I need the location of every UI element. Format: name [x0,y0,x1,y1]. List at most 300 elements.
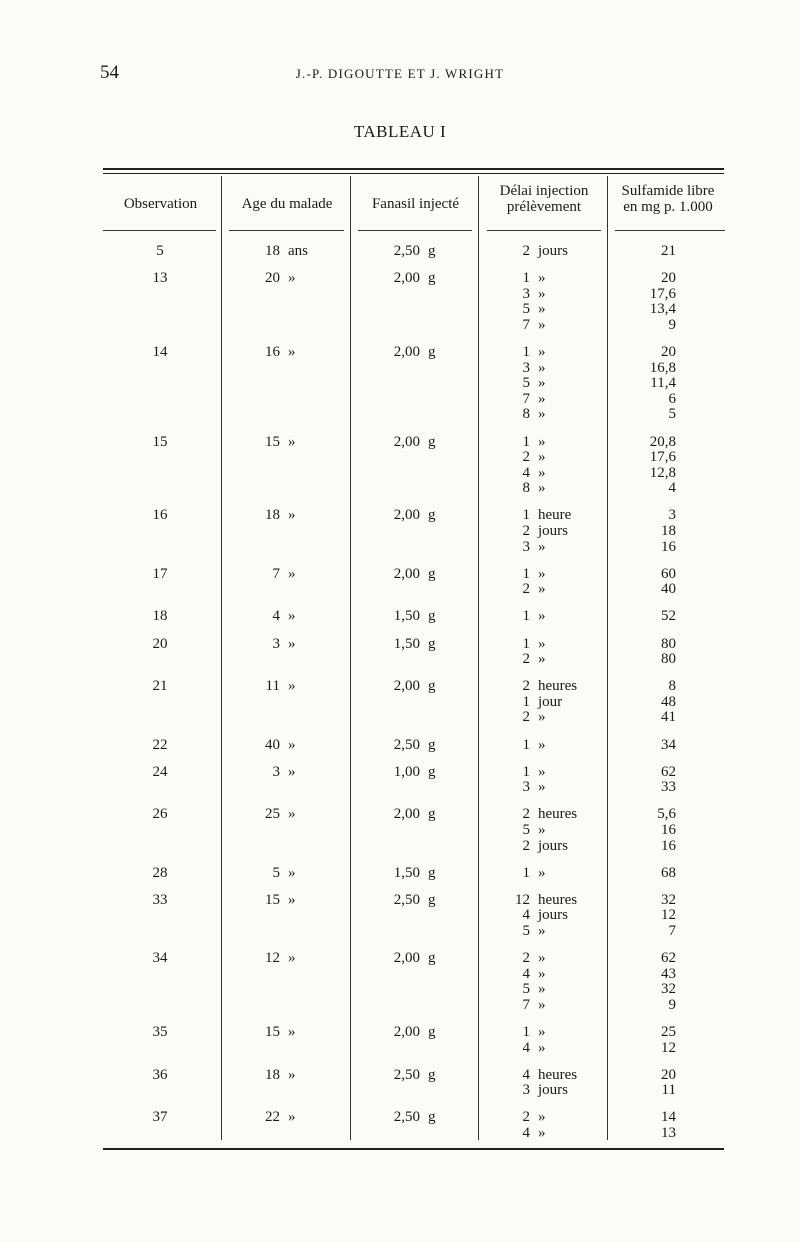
age-unit: » [288,608,296,625]
age-unit: » [288,864,296,881]
sulfamide-value: 60 [661,565,676,582]
delay-amount: 1 [522,763,530,780]
delay-amount: 1 [522,344,530,360]
sulfamide-value: 9 [668,316,676,333]
age-unit: » [288,891,296,908]
delay-unit: jour [538,693,563,710]
delay-amount: 2 [522,709,530,726]
delay-unit: » [538,635,546,652]
age-value: 15 [265,1023,280,1040]
header-delai-2: prélèvement [506,199,582,215]
delay-amount: 12 [515,891,530,908]
delay-amount: 2 [522,1109,530,1126]
age-unit: » [288,433,296,450]
age-value: 3 [272,763,280,780]
fanasil-dose [360,951,480,967]
age-value: 15 [265,433,280,450]
delay-amount: 2 [522,523,530,539]
delay-entry [512,244,602,260]
delay-entry [512,839,602,855]
sulfamide-value: 14 [661,1109,676,1126]
delay-unit: » [538,651,546,668]
delay-amount: 5 [522,922,530,939]
delay-amount: 4 [522,1066,530,1083]
age-value: 3 [272,635,280,652]
delay-unit: » [538,736,546,753]
delay-amount: 1 [522,693,530,710]
age-value: 12 [265,950,280,966]
age-unit: » [288,1066,296,1083]
age-unit: ans [288,243,308,259]
dose-unit: g [428,270,436,287]
delay-unit: » [538,779,546,796]
delay-entry [512,1083,602,1099]
dose-unit: g [428,736,436,753]
observation-number: 16 [152,507,168,524]
delay-entry [512,302,602,318]
delay-amount: 3 [522,779,530,796]
delay-amount: 2 [522,651,530,668]
fanasil-dose [360,807,480,823]
age-unit: » [288,736,296,753]
delay-amount: 1 [522,608,530,625]
delay-amount: 3 [522,1082,530,1099]
delay-entry [512,652,602,668]
observation-number: 35 [152,1023,168,1040]
patient-age [230,609,340,625]
dose-unit: g [428,1109,436,1126]
observation-number: 20 [152,635,168,652]
age-unit: » [288,763,296,780]
dose-unit: g [428,635,436,652]
delay-amount: 4 [522,965,530,982]
sulfamide-value: 7 [668,922,676,939]
sulfamide-value: 32 [661,891,676,908]
sulfamide-value: 80 [661,651,676,668]
sulfamide-value: 68 [661,864,676,881]
patient-age [230,738,340,754]
delay-entry [512,582,602,598]
patient-age [230,637,340,653]
sulfamide-value: 62 [661,763,676,780]
delay-entry [512,679,602,695]
delay-entry [512,1025,602,1041]
delay-entry [512,1041,602,1057]
delay-unit: » [538,270,546,287]
age-unit: » [288,507,296,524]
delay-entry [512,1068,602,1084]
age-unit: » [288,565,296,582]
delay-amount: 3 [522,538,530,555]
sulfamide-value: 3 [668,507,676,524]
observation-number: 18 [152,608,168,625]
age-value: 20 [265,270,280,287]
age-value: 4 [272,608,280,625]
page-number: 54 [100,62,119,83]
delay-entry [512,287,602,303]
delay-amount: 4 [522,1039,530,1056]
delay-amount: 8 [522,406,530,423]
delay-unit: » [538,359,546,376]
sulfamide-value: 16 [661,538,676,555]
delay-unit: heures [538,806,578,823]
fanasil-dose [360,866,480,882]
delay-entry [512,823,602,839]
dose-unit: g [428,864,436,881]
delay-entry [512,738,602,754]
sulfamide-value: 43 [661,965,676,982]
fanasil-dose [360,271,480,287]
age-unit: » [288,950,296,966]
delay-amount: 4 [522,907,530,924]
patient-age [230,508,340,524]
dose-value: 2,00 [393,270,420,287]
delay-unit: heure [538,507,572,524]
delay-unit: » [538,480,546,497]
dose-value: 2,00 [393,950,420,966]
observation-number: 22 [152,736,168,753]
sulfamide-value: 20,8 [649,433,676,450]
sulfamide-value: 80 [661,635,676,652]
age-unit: » [288,270,296,287]
delay-unit: jours [538,1082,568,1099]
header-age: Age du malade [241,196,333,212]
dose-unit: g [428,1023,436,1040]
age-unit: » [288,344,296,360]
delay-unit: » [538,922,546,939]
header-delai-1: Délai injection [499,183,589,199]
age-unit: » [288,1109,296,1126]
patient-age [230,893,340,909]
observation-number: 33 [152,891,168,908]
delay-unit: jours [538,837,568,854]
delay-entry [512,1126,602,1142]
sulfamide-value: 40 [661,581,676,598]
dose-unit: g [428,763,436,780]
age-value: 18 [265,1066,280,1083]
dose-value: 2,50 [393,1109,420,1126]
delay-amount: 5 [522,301,530,318]
dose-unit: g [428,344,436,360]
dose-unit: g [428,891,436,908]
sulfamide-value: 11,4 [650,375,676,392]
delay-unit: jours [538,243,568,259]
age-value: 40 [265,736,280,753]
patient-age [230,679,340,695]
sulfamide-value: 34 [661,736,676,753]
sulfamide-value: 12,8 [649,464,676,481]
delay-entry [512,567,602,583]
observation-number: 13 [152,270,168,287]
sulfamide-value: 8 [668,678,676,695]
dose-value: 1,00 [393,763,420,780]
delay-amount: 2 [522,581,530,598]
delay-amount: 3 [522,359,530,376]
delay-unit: » [538,406,546,423]
dose-unit: g [428,678,436,695]
delay-entry [512,807,602,823]
observation-number: 26 [152,806,168,823]
delay-amount: 1 [522,1023,530,1040]
header-underline-2 [229,230,344,231]
sulfamide-value: 12 [661,907,676,924]
patient-age [230,1110,340,1126]
sulfamide-value: 20 [661,344,676,360]
sulfamide-value: 20 [661,1066,676,1083]
observation-number: 15 [152,433,168,450]
patient-age [230,951,340,967]
delay-entry [512,637,602,653]
bottom-rule [103,1148,724,1150]
age-unit: » [288,635,296,652]
delay-amount: 2 [522,449,530,466]
age-value: 22 [265,1109,280,1126]
delay-entry [512,951,602,967]
fanasil-dose [360,738,480,754]
sulfamide-value: 18 [661,523,676,539]
delay-entry [512,392,602,408]
fanasil-dose [360,893,480,909]
delay-unit: » [538,565,546,582]
dose-unit: g [428,243,436,259]
sulfamide-value: 41 [661,709,676,726]
sulfamide-value: 17,6 [649,285,676,302]
sulfamide-value: 48 [661,693,676,710]
top-rule-1 [103,168,724,170]
delay-amount: 5 [522,375,530,392]
delay-unit: » [538,375,546,392]
sulfamide-value: 6 [668,390,676,407]
delay-unit: » [538,316,546,333]
delay-amount: 5 [522,981,530,998]
delay-unit: heures [538,678,578,695]
delay-unit: » [538,449,546,466]
delay-entry [512,1110,602,1126]
delay-unit: jours [538,907,568,924]
observation-number: 34 [152,950,168,966]
delay-amount: 2 [522,950,530,966]
delay-entry [512,345,602,361]
patient-age [230,1068,340,1084]
delay-entry [512,893,602,909]
delay-amount: 7 [522,996,530,1013]
observation-number: 36 [152,1066,168,1083]
delay-unit: » [538,996,546,1013]
running-head: J.-P. DIGOUTTE ET J. WRIGHT [295,66,505,81]
sulfamide-value: 13 [661,1124,676,1141]
sulfamide-value: 17,6 [649,449,676,466]
delay-unit: » [538,709,546,726]
patient-age [230,271,340,287]
fanasil-dose [360,679,480,695]
observation-number: 14 [152,344,168,360]
sulfamide-value: 12 [661,1039,676,1056]
patient-age [230,866,340,882]
observation-number: 24 [152,763,168,780]
dose-value: 2,50 [393,736,420,753]
delay-amount: 7 [522,316,530,333]
delay-amount: 2 [522,806,530,823]
observation-number: 21 [152,678,168,695]
column-divider-1 [221,176,222,1140]
delay-entry [512,982,602,998]
dose-value: 1,50 [393,635,420,652]
sulfamide-value: 16,8 [649,359,676,376]
delay-unit: » [538,1109,546,1126]
age-unit: » [288,678,296,695]
delay-entry [512,710,602,726]
delay-entry [512,508,602,524]
sulfamide-value: 16 [661,837,676,854]
delay-unit: jours [538,523,568,539]
delay-amount: 2 [522,837,530,854]
delay-entry [512,466,602,482]
header-fanasil: Fanasil injecté [371,196,460,212]
header-underline-5 [615,230,725,231]
delay-entry [512,407,602,423]
delay-unit: » [538,285,546,302]
sulfamide-value: 25 [661,1023,676,1040]
patient-age [230,435,340,451]
patient-age [230,345,340,361]
column-divider-3 [478,176,479,1140]
fanasil-dose [360,609,480,625]
fanasil-dose [360,244,480,260]
sulfamide-value: 9 [668,996,676,1013]
delay-amount: 1 [522,635,530,652]
observation-number: 5 [156,243,164,259]
header-sulfamide-1: Sulfamide libre [621,183,715,199]
delay-entry [512,780,602,796]
delay-amount: 1 [522,507,530,524]
fanasil-dose [360,508,480,524]
patient-age [230,807,340,823]
dose-value: 1,50 [393,608,420,625]
delay-amount: 1 [522,433,530,450]
sulfamide-value: 32 [661,981,676,998]
age-value: 16 [265,344,280,360]
delay-entry [512,376,602,392]
fanasil-dose [360,637,480,653]
dose-unit: g [428,565,436,582]
delay-unit: » [538,864,546,881]
column-divider-4 [607,176,608,1140]
delay-unit: » [538,581,546,598]
delay-amount: 1 [522,864,530,881]
header-observation: Observation [123,196,198,212]
delay-unit: » [538,433,546,450]
dose-unit: g [428,608,436,625]
delay-unit: » [538,464,546,481]
delay-unit: » [538,950,546,966]
sulfamide-value: 52 [661,608,676,625]
age-value: 7 [272,565,280,582]
fanasil-dose [360,765,480,781]
dose-value: 2,50 [393,891,420,908]
age-value: 15 [265,891,280,908]
delay-unit: » [538,344,546,360]
observation-number: 28 [152,864,168,881]
column-divider-2 [350,176,351,1140]
header-underline-4 [487,230,601,231]
delay-entry [512,361,602,377]
dose-value: 2,00 [393,806,420,823]
delay-entry [512,908,602,924]
dose-value: 2,00 [393,507,420,524]
sulfamide-value: 62 [661,950,676,966]
delay-unit: heures [538,1066,578,1083]
age-value: 18 [265,507,280,524]
delay-amount: 3 [522,285,530,302]
observation-number: 17 [152,565,168,582]
dose-value: 2,00 [393,565,420,582]
delay-unit: heures [538,891,578,908]
delay-entry [512,695,602,711]
delay-amount: 4 [522,464,530,481]
header-underline-1 [103,230,216,231]
delay-unit: » [538,538,546,555]
sulfamide-value: 5,6 [657,806,676,823]
delay-entry [512,481,602,497]
delay-entry [512,450,602,466]
delay-unit: » [538,763,546,780]
age-value: 5 [272,864,280,881]
age-value: 25 [265,806,280,823]
delay-amount: 5 [522,821,530,838]
delay-unit: » [538,821,546,838]
age-unit: » [288,1023,296,1040]
delay-amount: 7 [522,390,530,407]
top-rule-2 [103,173,724,174]
dose-value: 2,00 [393,433,420,450]
sulfamide-value: 16 [661,821,676,838]
age-value: 18 [265,243,280,259]
delay-entry [512,765,602,781]
patient-age [230,567,340,583]
dose-value: 2,00 [393,678,420,695]
delay-entry [512,318,602,334]
delay-entry [512,998,602,1014]
sulfamide-value: 11 [661,1082,676,1099]
delay-unit: » [538,965,546,982]
sulfamide-value: 33 [661,779,676,796]
sulfamide-value: 5 [668,406,676,423]
delay-entry [512,609,602,625]
delay-amount: 2 [522,678,530,695]
fanasil-dose [360,1025,480,1041]
header-sulfamide-2: en mg p. 1.000 [623,199,713,215]
delay-entry [512,540,602,556]
delay-entry [512,435,602,451]
dose-value: 2,50 [393,1066,420,1083]
dose-unit: g [428,806,436,823]
fanasil-dose [360,1068,480,1084]
delay-unit: » [538,1023,546,1040]
sulfamide-value: 4 [668,480,676,497]
delay-amount: 8 [522,480,530,497]
sulfamide-value: 13,4 [649,301,676,318]
header-underline-3 [358,230,472,231]
delay-unit: » [538,1124,546,1141]
delay-entry [512,271,602,287]
dose-unit: g [428,950,436,966]
delay-unit: » [538,301,546,318]
delay-entry [512,866,602,882]
delay-unit: » [538,608,546,625]
fanasil-dose [360,1110,480,1126]
fanasil-dose [360,345,480,361]
delay-unit: » [538,1039,546,1056]
